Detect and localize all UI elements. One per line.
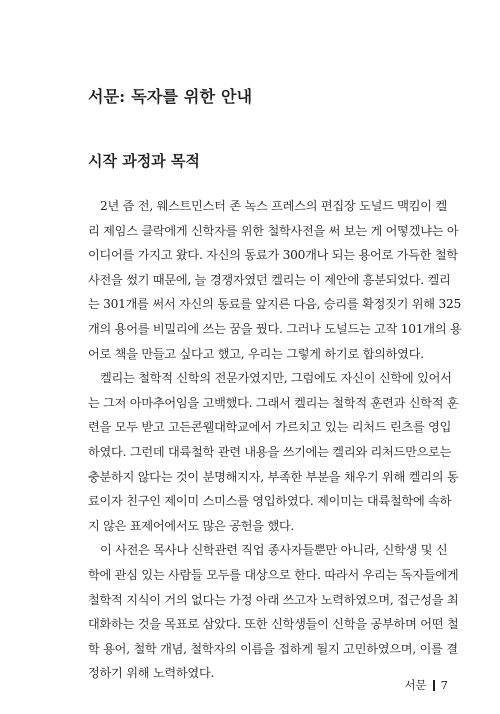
text-line: 2년 즘 전, 웨스트민스터 존 녹스 프레스의 편집장 도널드 맥킴이 켈	[100, 199, 447, 213]
text-line: 하였다. 그런데 대륙철학 관련 내용을 쓰기에는 켈리와 리처드만으로는	[88, 444, 452, 459]
text-line: 련을 모두 받고 고든콘웰대학교에서 가르치고 있는 리처드 린츠를 영입	[88, 420, 452, 435]
footer-separator	[433, 680, 435, 691]
page-footer	[404, 677, 448, 693]
text-line: 이 사전은 목사나 신학관련 직업 종사자들뿐만 아니라, 신학생 및 신	[100, 543, 448, 558]
text-line: 충분하지 않다는 것이 분명해지자, 부족한 부분을 채우기 위해 켈리의 동	[88, 469, 459, 484]
text-line: 사전을 썼기 때문에, 늘 경쟁자였던 켈리는 이 제안에 흥분되었다. 켈리	[88, 272, 451, 287]
text-line: 지 않은 표제어에서도 많은 공헌을 했다.	[88, 518, 295, 533]
text-line: 대화하는 것을 목표로 삼았다. 또한 신학생들이 신학을 공부하며 어떤 철	[88, 617, 459, 632]
text-line: 학 용어, 철학 개념, 철학자의 이름을 접하게 될지 고민하였으며, 이를 결	[88, 641, 458, 656]
text-line: 료이자 친구인 제이미 스미스를 영입하였다. 제이미는 대륙철학에 속하	[88, 494, 452, 509]
text-line: 리 제임스 클락에게 신학자를 위한 철학사전을 써 보는 게 어떻겠냐는 아	[88, 223, 459, 238]
text-line: 정하기 위해 노력하였다.	[88, 666, 215, 681]
text-line: 학에 관심 있는 사람들 모두를 대상으로 한다. 따라서 우리는 독자들에게	[88, 567, 459, 582]
text-line: 켈리는 철학적 신학의 전문가였지만, 그럼에도 자신이 신학에 있어서	[100, 371, 452, 386]
text-line: 는 301개를 써서 자신의 동료를 앞지른 다음, 승리를 확정짓기 위해 325	[88, 297, 461, 312]
text-line: 어로 책을 만들고 싶다고 했고, 우리는 그렇게 하기로 합의하였다.	[88, 346, 424, 361]
footer-section-label: 서문	[404, 678, 427, 692]
section-title: 시작 과정과 목적	[88, 152, 200, 170]
text-line: 이디어를 가지고 왔다. 자신의 동료가 300개나 되는 용어로 가득한 철학	[88, 248, 458, 263]
text-line: 철학적 지식이 거의 없다는 가정 아래 쓰고자 노력하였으며, 접근성을 최	[88, 592, 459, 607]
text-line: 개의 용어를 비밀리에 쓰는 꿈을 꿨다. 그러나 도널드는 고작 101개의 용	[88, 321, 462, 336]
chapter-title: 서문: 독자를 위한 안내	[88, 87, 253, 106]
text-line: 는 그저 아마추어임을 고백했다. 그래서 켈리는 철학적 훈련과 신학적 훈	[88, 395, 459, 410]
page-number: 7	[440, 678, 448, 692]
